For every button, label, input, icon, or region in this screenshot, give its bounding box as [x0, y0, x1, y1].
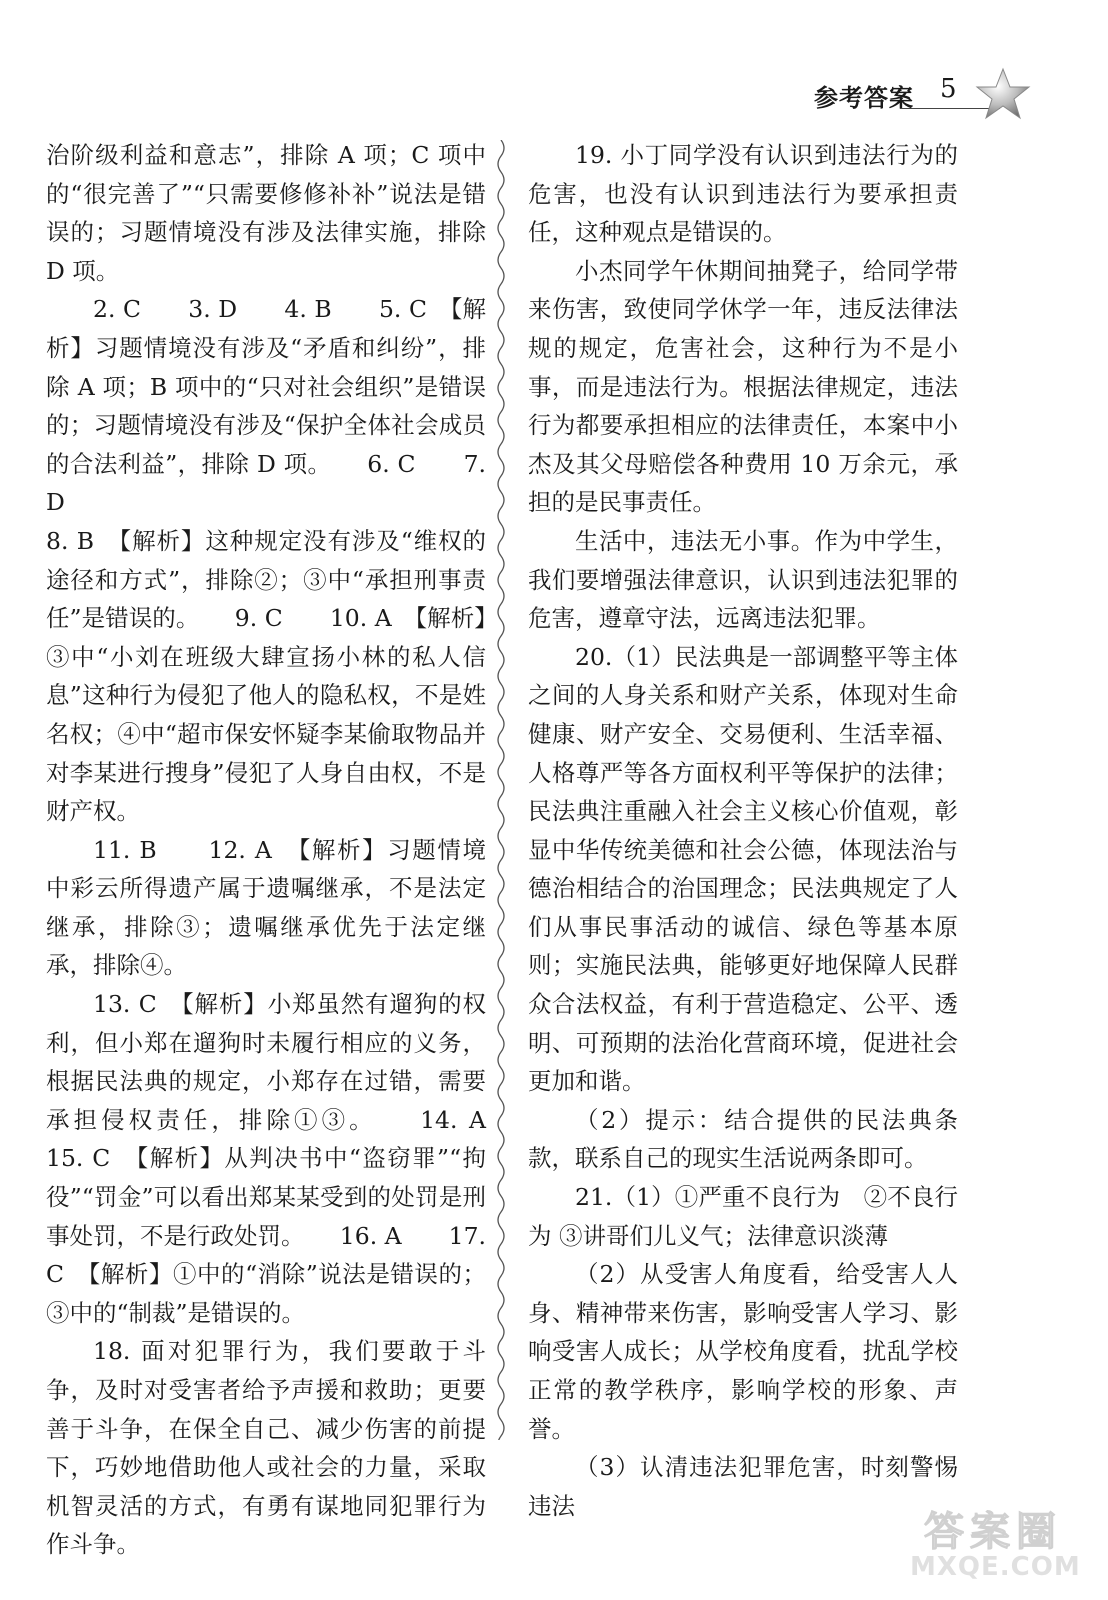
page-header: [790, 72, 1090, 122]
answer-paragraph: 13. C 【解析】小郑虽然有遛狗的权利，但小郑在遛狗时未履行相应的义务，根据民法典的规定，小郑存在过错，需要承担侵权责任，排除①③。 14. A 15. C 【解析】从判决书中“盗窃罪”“拘役”“罚金”可以看出郑某某受到的处罚是刑事处罚，不是行政处罚。 16. A 17. C 【解析】①中的“消除”说法是错误的；③中的“制裁”是错误的。: [46, 990, 533, 1327]
star-icon: [975, 66, 1031, 122]
answer-paragraph: （2）从受害人角度看，给受害人人身、精神带来伤害，影响受害人学习、影响受害人成长；从学校角度看，扰乱学校正常的教学秩序，影响学校的形象、声誉。: [528, 1260, 958, 1443]
answer-paragraph: 小杰同学午休期间抽凳子，给同学带来伤害，致使同学休学一年，违反法律法规的规定，危害社会，这种行为不是小事，而是违法行为。根据法律规定，违法行为都要承担相应的法律责任，本案中小杰及其父母赔偿各种费用 10 万余元，承担的是民事责任。: [528, 256, 958, 517]
answer-paragraph: （3）认清违法犯罪危害，时刻警惕违法: [528, 1453, 958, 1520]
answer-paragraph: 18. 面对犯罪行为，我们要敢于斗争，及时对受害者给予声援和救助；更要善于斗争，在保全自己、减少伤害的前提下，巧妙地借助他人或社会的力量，采取机智灵活的方式，有勇有谋地同犯罪行为作斗争。: [46, 1337, 486, 1559]
left-column: [46, 136, 533, 1564]
answer-paragraph: 19. 小丁同学没有认识到违法行为的危害，也没有认识到违法行为要承担责任，这种观点是错误的。: [528, 141, 958, 247]
answer-paragraph: 8. B 【解析】这种规定没有涉及“维权的途径和方式”，排除②；③中“承担刑事责任”是错误的。 9. C 10. A 【解析】③中“小刘在班级大肆宣扬小林的私人信息”这种行为侵犯了他人的隐私权，不是姓名权；④中“超市保安怀疑李某偷取物品并对李某进行搜身”侵犯了人身自由权，不是财产权。: [46, 526, 486, 826]
column-divider: [490, 140, 512, 1440]
watermark-url: MXQE.COM: [910, 1552, 1081, 1582]
right-column: [528, 136, 958, 1525]
answer-paragraph: 2. C 3. D 4. B 5. C 【解析】习题情境没有涉及“矛盾和纠纷”，排除 A 项；B 项中的“只对社会组织”是错误的；习题情境没有涉及“保护全体社会成员的合法利益”，排除 D 项。 6. C 7. D: [46, 295, 486, 517]
answer-paragraph: 11. B 12. A 【解析】习题情境中彩云所得遗产属于遗嘱继承，不是法定继承，排除③；遗嘱继承优先于法定继承，排除④。: [46, 835, 486, 980]
answer-paragraph: （2）提示：结合提供的民法典条款，联系自己的现实生活说两条即可。: [528, 1105, 958, 1173]
answer-paragraph: 治阶级利益和意志”，排除 A 项；C 项中的“很完善了”“只需要修修补补”说法是错误的；习题情境没有涉及法律实施，排除 D 项。: [46, 141, 486, 285]
watermark: [896, 1500, 1092, 1590]
page-number: 5: [940, 74, 957, 104]
answer-paragraph: 生活中，违法无小事。作为中学生，我们要增强法律意识，认识到违法犯罪的危害，遵章守法，远离违法犯罪。: [528, 526, 958, 633]
answer-paragraph: 21.（1）①严重不良行为 ②不良行为 ③讲哥们儿义气；法律意识淡薄: [528, 1183, 958, 1250]
answer-paragraph: 20.（1）民法典是一部调整平等主体之间的人身关系和财产关系，体现对生命健康、财产安全、交易便利、生活幸福、人格尊严等各方面权利平等保护的法律；民法典注重融入社会主义核心价值观，彰显中华传统美德和社会公德，体现法治与德治相结合的治国理念；民法典规定了人们从事民事活动的诚信、绿色等基本原则；实施民法典，能够更好地保障人民群众合法权益，有利于营造稳定、公平、透明、可预期的法治化营商环境，促进社会更加和谐。: [528, 642, 958, 1096]
header-title: 参考答案: [814, 84, 914, 112]
watermark-logo-text: 答案圈: [924, 1509, 1062, 1555]
